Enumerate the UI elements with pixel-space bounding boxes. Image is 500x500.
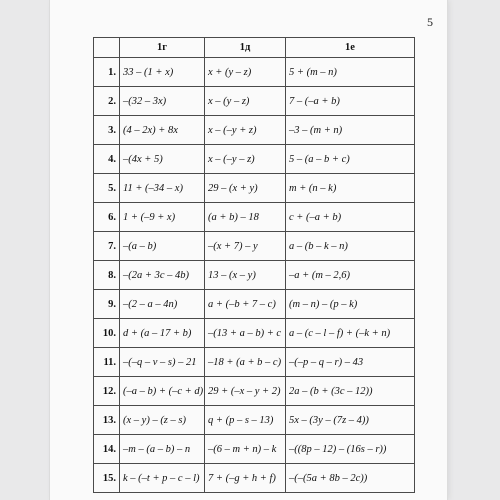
table-row xyxy=(94,174,415,203)
table-row xyxy=(94,116,415,145)
table-row xyxy=(94,290,415,319)
row-number: 13. xyxy=(94,406,120,435)
book-page xyxy=(50,0,447,500)
header-number xyxy=(94,38,120,58)
table-row xyxy=(94,348,415,377)
cell-1d: 7 + (–g + h + f) xyxy=(205,464,286,493)
cell-1e: –((8p – 12) – (16s – r)) xyxy=(286,435,415,464)
table-row xyxy=(94,377,415,406)
row-number: 7. xyxy=(94,232,120,261)
cell-1d: –(13 + a – b) + c xyxy=(205,319,286,348)
row-number: 6. xyxy=(94,203,120,232)
table-row xyxy=(94,87,415,116)
header-1g: 1г xyxy=(120,38,205,58)
cell-1g: –(a – b) xyxy=(120,232,205,261)
table-row xyxy=(94,232,415,261)
row-number: 8. xyxy=(94,261,120,290)
table-row xyxy=(94,145,415,174)
cell-1g: (4 – 2x) + 8x xyxy=(120,116,205,145)
cell-1d: –(x + 7) – y xyxy=(205,232,286,261)
cell-1e: 5x – (3y – (7z – 4)) xyxy=(286,406,415,435)
cell-1g: (x – y) – (z – s) xyxy=(120,406,205,435)
cell-1g: –(2 – a – 4n) xyxy=(120,290,205,319)
row-number: 10. xyxy=(94,319,120,348)
cell-1g: d + (a – 17 + b) xyxy=(120,319,205,348)
table-row xyxy=(94,319,415,348)
table-header-row xyxy=(94,38,415,58)
cell-1e: a – (c – l – f) + (–k + n) xyxy=(286,319,415,348)
cell-1e: m + (n – k) xyxy=(286,174,415,203)
cell-1e: –(–(5a + 8b – 2c)) xyxy=(286,464,415,493)
cell-1e: 5 – (a – b + c) xyxy=(286,145,415,174)
cell-1e: 7 – (–a + b) xyxy=(286,87,415,116)
cell-1g: –m – (a – b) – n xyxy=(120,435,205,464)
table-row xyxy=(94,261,415,290)
cell-1d: x – (–y + z) xyxy=(205,116,286,145)
table-row xyxy=(94,435,415,464)
row-number: 5. xyxy=(94,174,120,203)
cell-1e: (m – n) – (p – k) xyxy=(286,290,415,319)
cell-1d: 29 + (–x – y + 2) xyxy=(205,377,286,406)
cell-1g: –(4x + 5) xyxy=(120,145,205,174)
cell-1d: –(6 – m + n) – k xyxy=(205,435,286,464)
table-row xyxy=(94,203,415,232)
row-number: 2. xyxy=(94,87,120,116)
header-1d: 1д xyxy=(205,38,286,58)
table-row xyxy=(94,406,415,435)
cell-1e: 5 + (m – n) xyxy=(286,58,415,87)
cell-1e: –3 – (m + n) xyxy=(286,116,415,145)
cell-1d: 13 – (x – y) xyxy=(205,261,286,290)
cell-1e: –a + (m – 2,6) xyxy=(286,261,415,290)
cell-1g: 1 + (–9 + x) xyxy=(120,203,205,232)
cell-1d: q + (p – s – 13) xyxy=(205,406,286,435)
cell-1g: 33 – (1 + x) xyxy=(120,58,205,87)
cell-1g: (–a – b) + (–c + d) xyxy=(120,377,205,406)
cell-1e: c + (–a + b) xyxy=(286,203,415,232)
row-number: 12. xyxy=(94,377,120,406)
cell-1d: x – (–y – z) xyxy=(205,145,286,174)
page-number: 5 xyxy=(427,15,433,29)
cell-1d: x – (y – z) xyxy=(205,87,286,116)
cell-1e: 2a – (b + (3c – 12)) xyxy=(286,377,415,406)
exercise-table xyxy=(93,37,415,493)
row-number: 11. xyxy=(94,348,120,377)
row-number: 4. xyxy=(94,145,120,174)
cell-1d: –18 + (a + b – c) xyxy=(205,348,286,377)
cell-1d: 29 – (x + y) xyxy=(205,174,286,203)
row-number: 14. xyxy=(94,435,120,464)
row-number: 9. xyxy=(94,290,120,319)
cell-1g: –(32 – 3x) xyxy=(120,87,205,116)
cell-1d: a + (–b + 7 – c) xyxy=(205,290,286,319)
row-number: 3. xyxy=(94,116,120,145)
row-number: 15. xyxy=(94,464,120,493)
cell-1g: 11 + (–34 – x) xyxy=(120,174,205,203)
header-1e: 1е xyxy=(286,38,415,58)
row-number: 1. xyxy=(94,58,120,87)
cell-1g: –(2a + 3c – 4b) xyxy=(120,261,205,290)
table-row xyxy=(94,58,415,87)
cell-1d: x + (y – z) xyxy=(205,58,286,87)
cell-1e: a – (b – k – n) xyxy=(286,232,415,261)
cell-1g: k – (–t + p – c – l) xyxy=(120,464,205,493)
cell-1d: (a + b) – 18 xyxy=(205,203,286,232)
table-row xyxy=(94,464,415,493)
cell-1g: –(–q – v – s) – 21 xyxy=(120,348,205,377)
cell-1e: –(–p – q – r) – 43 xyxy=(286,348,415,377)
